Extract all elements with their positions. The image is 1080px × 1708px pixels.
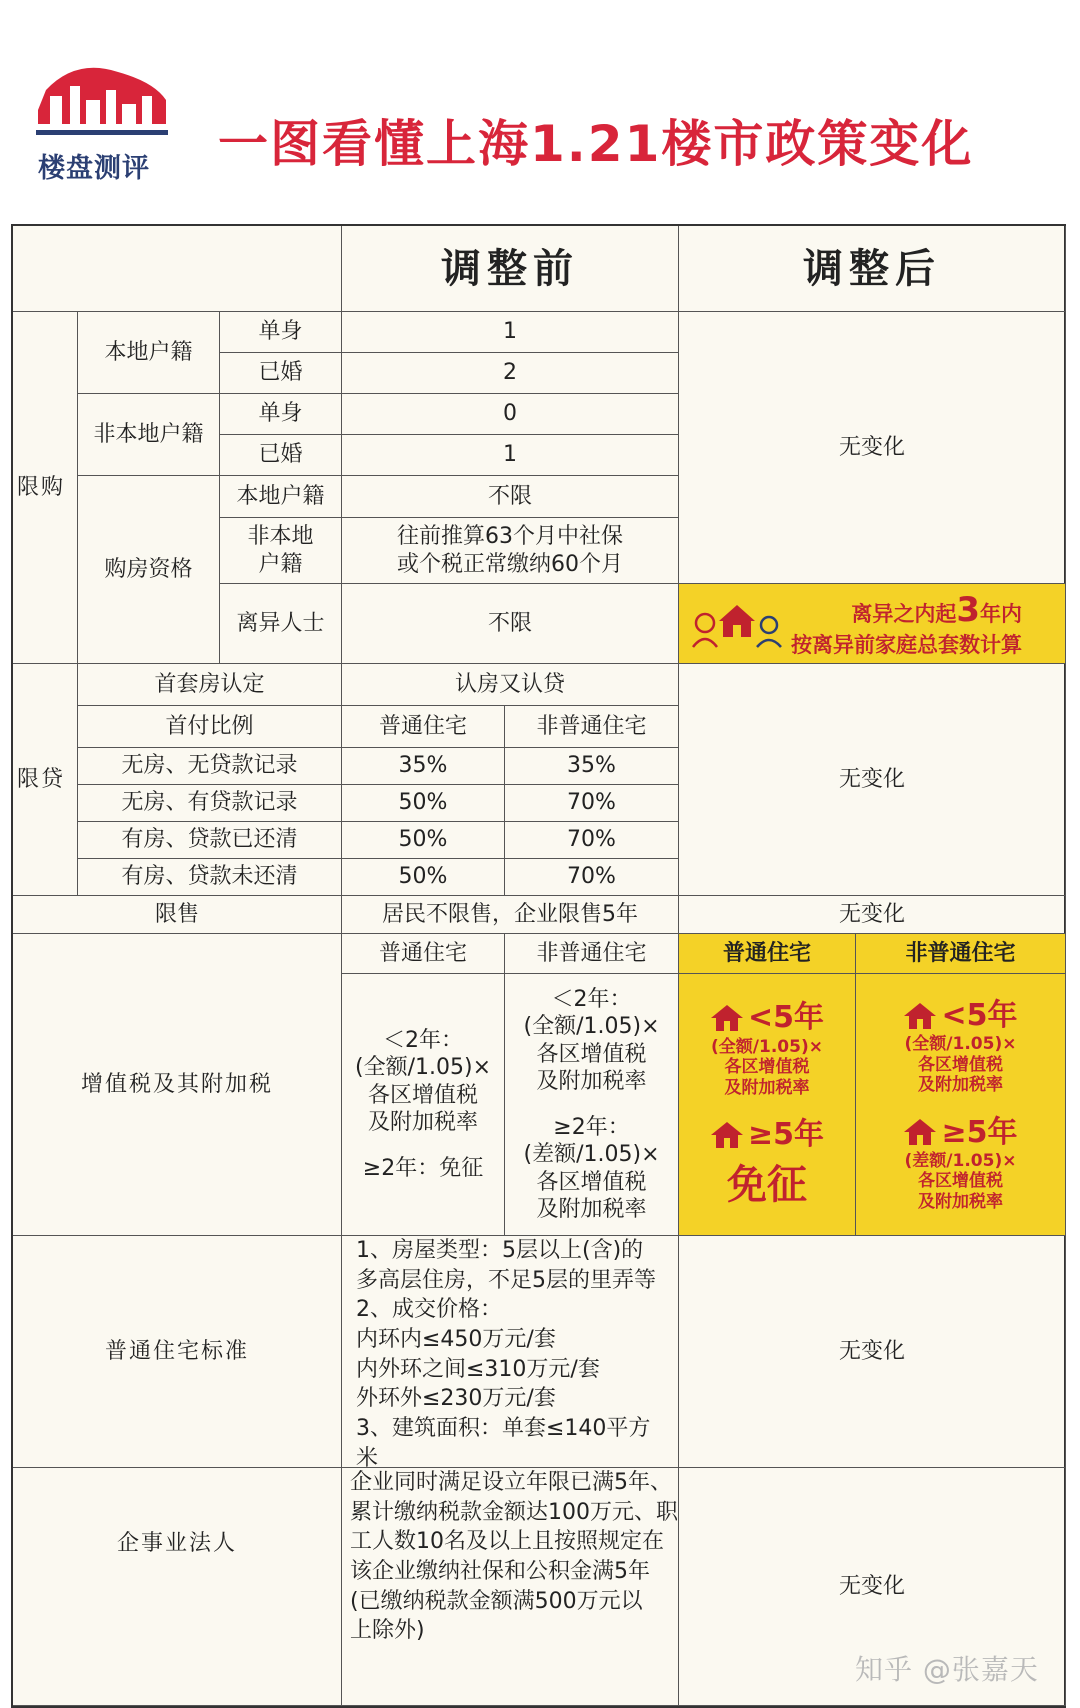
loan-row-ordinary: 35% [342,748,505,785]
q-nonlocal-line-1: 往前推算63个月中社保 [397,524,623,549]
standard-label: 普通住宅标准 [13,1236,342,1468]
standard-before [342,1236,679,1471]
q-divorce-label: 离异人士 [220,584,342,664]
vat-after-line: 各区增值税 [918,1171,1003,1192]
vat-line: 及附加税率 [536,1069,647,1094]
vat-lt5-heading [710,999,824,1037]
legal-after: 无变化 [679,1468,1066,1706]
vat-after-line: 各区增值税 [918,1054,1003,1075]
legal-line: (已缴纳税款金额满500万元以 [350,1588,643,1614]
vat-ge5-text: ≥5年 [941,1114,1018,1150]
first-home-label: 首套房认定 [78,664,342,706]
vat-lt5-text: <5年 [747,1000,824,1036]
vat-before-nonordinary [505,974,679,1236]
legal-line: 企业同时满足设立年限已满5年、 [350,1470,672,1495]
standard-line: 1、房屋类型：5层以上(含)的 [356,1238,644,1263]
standard-line: 3、建筑面积：单套≤140平方米 [356,1416,651,1471]
vat-lt5-heading [903,997,1017,1035]
vat-line: 各区增值税 [536,1169,647,1195]
xiandai-after-nochange: 无变化 [679,664,1066,896]
nonlocal-married-label: 已婚 [220,435,342,476]
header-blank [13,226,342,312]
vat-free-text: 免征 [727,1161,807,1208]
q-local-label: 本地户籍 [220,476,342,518]
vat-line: 及附加税率 [367,1110,478,1136]
xianshou-label: 限售 [13,896,342,934]
vat-after-nonordinary-header: 非普通住宅 [856,934,1066,974]
header [0,0,1080,222]
vat-line: ≥2年： [553,1114,630,1140]
divorce-after-text-1: 离异之内起 [851,602,957,627]
first-home-value: 认房又认贷 [342,664,679,706]
xianshou-before: 居民不限售，企业限售5年 [342,896,679,934]
legal-line: 累计缴纳税款金额达100万元、职 [350,1499,678,1525]
legal-before [342,1468,679,1706]
page-title: 一图看懂上海1.21楼市政策变化 [218,115,974,173]
loan-row-label: 有房、贷款已还清 [78,822,342,859]
vat-line: ＜2年： [383,1027,463,1053]
divorce-after-text-2: 年内 [980,602,1022,627]
loan-row-label: 无房、有贷款记录 [78,785,342,822]
loan-row-label: 无房、无贷款记录 [78,748,342,785]
local-single-value: 1 [342,312,679,353]
legal-label: 企事业法人 [13,1468,342,1706]
watermark-text: 知乎 @张嘉天 [855,1653,1039,1686]
local-married-value: 2 [342,353,679,394]
loan-row-nonordinary: 70% [505,859,679,896]
loan-row-ordinary: 50% [342,785,505,822]
vat-line: 各区增值税 [367,1082,478,1108]
q-nonlocal-value [342,518,679,584]
loan-row-ordinary: 50% [342,822,505,859]
vat-after-line: (全额/1.05)× [711,1036,823,1057]
q-local-value: 不限 [342,476,679,518]
vat-label: 增值税及其附加税 [13,934,342,1236]
local-single-label: 单身 [220,312,342,353]
vat-after-ordinary-header: 普通住宅 [679,934,856,974]
vat-after-line: 各区增值税 [724,1057,810,1078]
house-icon [710,1003,744,1033]
vat-lt5-text: <5年 [941,997,1018,1033]
vat-after-line: (差额/1.05)× [904,1151,1017,1171]
down-payment-label: 首付比例 [78,706,342,748]
vat-ge5-heading [710,1116,824,1154]
dp-nonordinary-header: 非普通住宅 [505,706,679,748]
nonlocal-married-value: 1 [342,435,679,476]
loan-row-nonordinary: 70% [505,822,679,859]
vat-line: (全额/1.05)× [355,1055,491,1081]
house-icon [903,1117,937,1147]
vat-line: ≥2年：免征 [362,1155,484,1181]
policy-table [11,224,1066,1708]
header-before: 调整前 [342,226,679,312]
vat-before-ordinary-header: 普通住宅 [342,934,505,974]
standard-line: 2、成交价格： [356,1297,502,1323]
standard-line: 内外环之间≤310万元/套 [356,1356,600,1382]
logo-text: 楼盘测评 [38,153,150,184]
house-icon [903,1001,937,1031]
qualification-label: 购房资格 [78,476,220,664]
local-hukou: 本地户籍 [78,312,220,394]
vat-before-ordinary [342,974,505,1236]
vat-after-line: 及附加税率 [918,1075,1003,1096]
q-nonlocal-label: 非本地户籍 [220,518,342,584]
loan-row-nonordinary: 35% [505,748,679,785]
legal-line: 工人数10名及以上且按照规定在 [350,1529,664,1555]
house-icon [710,1120,744,1150]
vat-after-line: (全额/1.05)× [904,1034,1017,1055]
standard-line: 内环内≤450万元/套 [356,1327,556,1353]
vat-after-line: 及附加税率 [918,1191,1003,1212]
loan-row-ordinary: 50% [342,859,505,896]
vat-line: (差额/1.05)× [523,1142,660,1167]
standard-line: 多高层住房，不足5层的里弄等 [356,1267,656,1293]
vat-after-line: 及附加税率 [724,1077,810,1098]
legal-line: 该企业缴纳社保和公积金满5年 [350,1559,650,1585]
nonlocal-single-label: 单身 [220,394,342,435]
dp-ordinary-header: 普通住宅 [342,706,505,748]
vat-ge5-heading [903,1114,1017,1152]
people-house-icon [691,599,783,649]
vat-ge5-text: ≥5年 [747,1117,824,1153]
xiangou-label: 限购 [13,312,78,664]
xiangou-after-nochange: 无变化 [679,312,1066,584]
vat-line: ＜2年： [551,986,632,1012]
loan-row-label: 有房、贷款未还清 [78,859,342,896]
vat-after-ordinary [679,974,856,1236]
q-nonlocal-line-2: 或个税正常缴纳60个月 [397,551,623,577]
nonlocal-hukou: 非本地户籍 [78,394,220,476]
q-divorce-value: 不限 [342,584,679,664]
local-married-label: 已婚 [220,353,342,394]
standard-line: 外环外≤230万元/套 [356,1386,556,1412]
xiandai-label: 限贷 [13,664,78,896]
vat-line: (全额/1.05)× [523,1014,660,1039]
standard-after: 无变化 [679,1236,1066,1468]
vat-line: 及附加税率 [536,1197,647,1222]
divorce-after-num: 3 [956,590,980,631]
xianshou-after: 无变化 [679,896,1066,934]
vat-after-nonordinary [856,974,1066,1236]
vat-line: 各区增值税 [536,1041,647,1067]
loan-row-nonordinary: 70% [505,785,679,822]
vat-before-nonordinary-header: 非普通住宅 [505,934,679,974]
header-after: 调整后 [679,226,1066,312]
nonlocal-single-value: 0 [342,394,679,435]
divorce-after-cell [679,584,1066,664]
divorce-after-text-3: 按离异前家庭总套数计算 [791,632,1022,657]
legal-line: 上除外) [350,1618,425,1644]
